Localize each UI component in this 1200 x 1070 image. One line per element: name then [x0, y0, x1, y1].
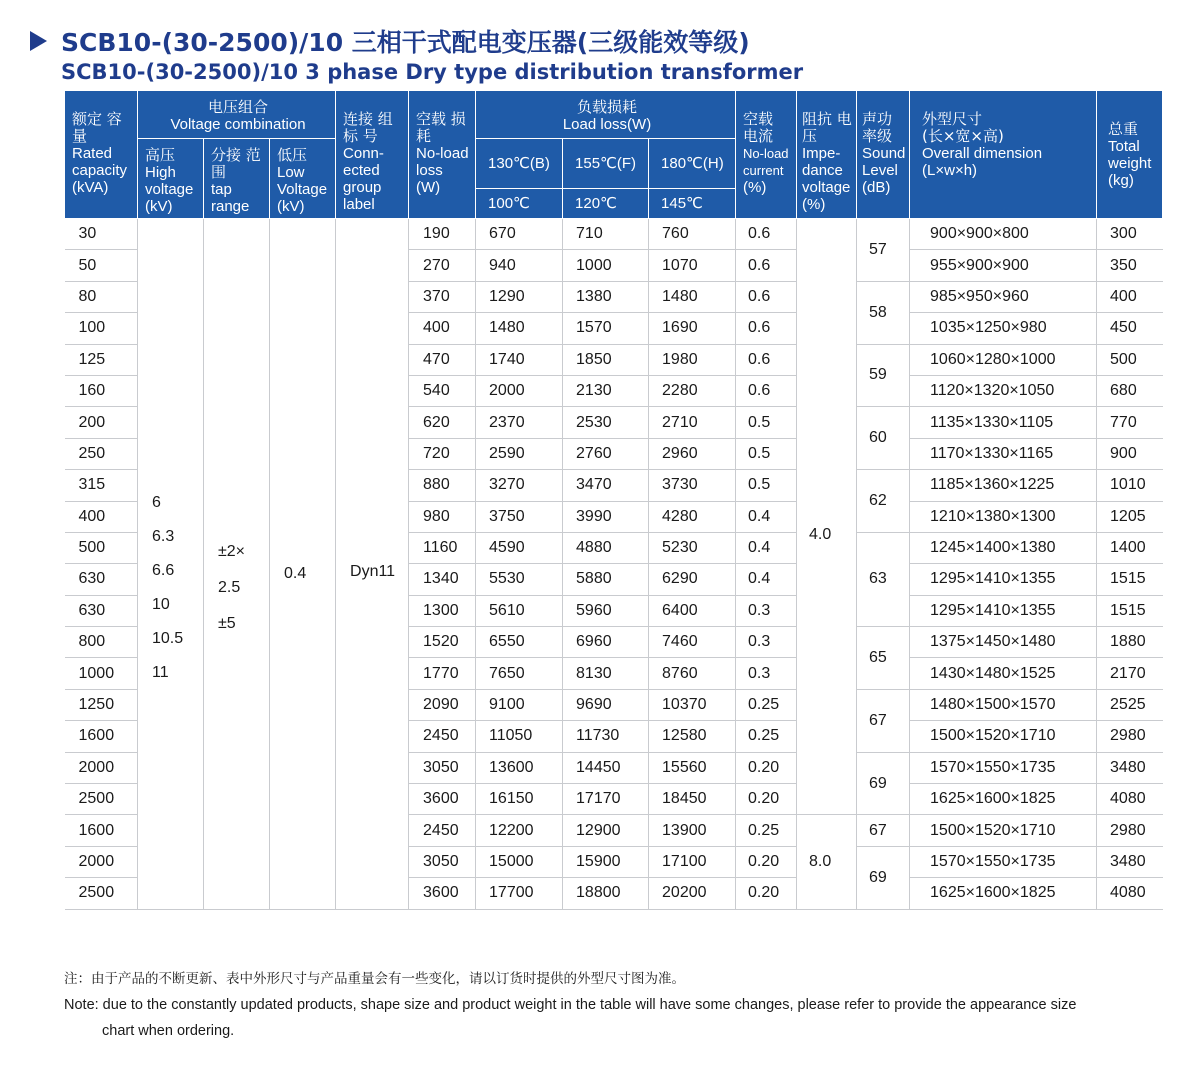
- header-lv-cn: 低压: [277, 146, 308, 164]
- cell-total-weight: 4080: [1097, 878, 1163, 909]
- header-load-loss-cn: 负载损耗: [577, 98, 638, 116]
- triangle-arrow-icon: [30, 31, 47, 51]
- cell-sound-level: 59: [857, 344, 910, 407]
- cell-noload-current: 0.3: [736, 595, 797, 626]
- header-load-loss-155: 155℃(F): [563, 139, 649, 189]
- cell-rated-capacity: 2500: [65, 784, 138, 815]
- cell-load-loss-180: 18450: [649, 784, 736, 815]
- header-dimension-cn1: 外型尺寸: [922, 110, 983, 128]
- cell-load-loss-155: 5880: [563, 564, 649, 595]
- cell-noload-current: 0.5: [736, 407, 797, 438]
- header-noload-current: [736, 91, 797, 219]
- cell-sound-level: 69: [857, 752, 910, 815]
- cell-overall-dimension: 985×950×960: [910, 281, 1097, 312]
- cell-noload-loss: 1770: [409, 658, 476, 689]
- cell-rated-capacity: 250: [65, 438, 138, 469]
- cell-noload-loss: 1160: [409, 532, 476, 563]
- high-voltage-value: 6: [152, 493, 161, 511]
- header-sound-en2: Level: [862, 162, 898, 179]
- cell-total-weight: 1205: [1097, 501, 1163, 532]
- cell-noload-loss: 2450: [409, 721, 476, 752]
- cell-noload-current: 0.20: [736, 784, 797, 815]
- header-impedance-en1: Impe-: [802, 145, 841, 162]
- header-weight-en3: (kg): [1108, 172, 1134, 189]
- cell-load-loss-180: 6400: [649, 595, 736, 626]
- cell-sound-level: 65: [857, 627, 910, 690]
- cell-sound-level: 63: [857, 532, 910, 626]
- cell-total-weight: 3480: [1097, 846, 1163, 877]
- cell-rated-capacity: 160: [65, 375, 138, 406]
- cell-sound-level: 57: [857, 219, 910, 282]
- spec-table: [64, 90, 1163, 910]
- header-load-loss-en: Load loss(W): [562, 116, 652, 133]
- cell-impedance-merged-2: 8.0: [797, 815, 857, 909]
- cell-noload-current: 0.25: [736, 721, 797, 752]
- cell-noload-loss: 1520: [409, 627, 476, 658]
- cell-load-loss-130: 7650: [476, 658, 563, 689]
- cell-load-loss-130: 940: [476, 250, 563, 281]
- cell-load-loss-180: 1690: [649, 313, 736, 344]
- cell-load-loss-155: 14450: [563, 752, 649, 783]
- cell-impedance-merged-1: 4.0: [797, 219, 857, 815]
- header-hv-cn: 高压: [145, 146, 176, 164]
- cell-total-weight: 2980: [1097, 815, 1163, 846]
- cell-noload-loss: 2450: [409, 815, 476, 846]
- cell-rated-capacity: 400: [65, 501, 138, 532]
- header-weight-en1: Total: [1108, 138, 1140, 155]
- cell-noload-loss: 3600: [409, 878, 476, 909]
- high-voltage-value: 10.5: [152, 629, 184, 647]
- cell-load-loss-180: 2960: [649, 438, 736, 469]
- cell-rated-capacity: 1250: [65, 689, 138, 720]
- cell-noload-current: 0.6: [736, 313, 797, 344]
- cell-load-loss-130: 2590: [476, 438, 563, 469]
- cell-noload-loss: 980: [409, 501, 476, 532]
- header-sound-level: [857, 91, 910, 219]
- cell-noload-current: 0.25: [736, 815, 797, 846]
- cell-sound-level: 60: [857, 407, 910, 470]
- cell-overall-dimension: 1570×1550×1735: [910, 752, 1097, 783]
- cell-load-loss-180: 7460: [649, 627, 736, 658]
- cell-noload-loss: 400: [409, 313, 476, 344]
- cell-load-loss-130: 13600: [476, 752, 563, 783]
- cell-load-loss-155: 1000: [563, 250, 649, 281]
- cell-overall-dimension: 1480×1500×1570: [910, 689, 1097, 720]
- cell-total-weight: 3480: [1097, 752, 1163, 783]
- header-low-voltage: [270, 139, 336, 219]
- header-noload-loss-cn: 空载 损耗: [416, 110, 466, 145]
- cell-load-loss-180: 1480: [649, 281, 736, 312]
- cell-load-loss-180: 4280: [649, 501, 736, 532]
- header-noload-current-cn: 空载 电流: [743, 110, 774, 145]
- cell-noload-current: 0.6: [736, 344, 797, 375]
- cell-load-loss-155: 710: [563, 219, 649, 250]
- cell-noload-current: 0.20: [736, 878, 797, 909]
- cell-noload-loss: 190: [409, 219, 476, 250]
- cell-load-loss-155: 18800: [563, 878, 649, 909]
- cell-rated-capacity: 2000: [65, 752, 138, 783]
- cell-noload-loss: 270: [409, 250, 476, 281]
- cell-total-weight: 770: [1097, 407, 1163, 438]
- cell-noload-loss: 3600: [409, 784, 476, 815]
- cell-total-weight: 500: [1097, 344, 1163, 375]
- cell-overall-dimension: 955×900×900: [910, 250, 1097, 281]
- cell-load-loss-180: 2710: [649, 407, 736, 438]
- cell-load-loss-155: 3470: [563, 470, 649, 501]
- header-connected-group: [336, 91, 409, 219]
- notes: [64, 966, 1174, 1044]
- header-noload-loss: [409, 91, 476, 219]
- cell-load-loss-130: 5610: [476, 595, 563, 626]
- cell-load-loss-180: 13900: [649, 815, 736, 846]
- title-cn: SCB10-(30-2500)/10 三相干式配电变压器(三级能效等级): [61, 28, 750, 57]
- note-en-line2: chart when ordering.: [102, 1023, 235, 1039]
- cell-rated-capacity: 80: [65, 281, 138, 312]
- cell-noload-current: 0.5: [736, 470, 797, 501]
- cell-overall-dimension: 900×900×800: [910, 219, 1097, 250]
- header-rated-en3: (kVA): [72, 179, 109, 196]
- header-noload-current-en2: current: [743, 163, 784, 178]
- cell-load-loss-130: 2370: [476, 407, 563, 438]
- cell-load-loss-180: 17100: [649, 846, 736, 877]
- tap-range-value: 2.5: [218, 578, 241, 596]
- cell-rated-capacity: 30: [65, 219, 138, 250]
- header-voltage-combination: [138, 91, 336, 139]
- cell-load-loss-155: 3990: [563, 501, 649, 532]
- cell-total-weight: 300: [1097, 219, 1163, 250]
- cell-noload-loss: 3050: [409, 752, 476, 783]
- header-weight-cn: 总重: [1108, 120, 1139, 138]
- header-lv-en1: Low: [277, 164, 305, 181]
- cell-load-loss-180: 12580: [649, 721, 736, 752]
- header-load-loss-100: 100℃: [476, 189, 563, 219]
- cell-load-loss-155: 4880: [563, 532, 649, 563]
- header-conn-en3: group: [343, 179, 382, 196]
- cell-overall-dimension: 1120×1320×1050: [910, 375, 1097, 406]
- cell-load-loss-155: 1380: [563, 281, 649, 312]
- header-tap-cn: 分接 范围: [211, 146, 261, 181]
- cell-noload-loss: 1300: [409, 595, 476, 626]
- cell-load-loss-155: 5960: [563, 595, 649, 626]
- cell-sound-level: 67: [857, 689, 910, 752]
- cell-load-loss-130: 3750: [476, 501, 563, 532]
- cell-load-loss-130: 2000: [476, 375, 563, 406]
- header-rated-en2: capacity: [72, 162, 128, 179]
- cell-load-loss-155: 6960: [563, 627, 649, 658]
- cell-load-loss-180: 5230: [649, 532, 736, 563]
- cell-rated-capacity: 2000: [65, 846, 138, 877]
- cell-load-loss-180: 3730: [649, 470, 736, 501]
- cell-rated-capacity: 125: [65, 344, 138, 375]
- header-dimension-en1: Overall dimension: [922, 145, 1043, 162]
- cell-load-loss-130: 670: [476, 219, 563, 250]
- cell-total-weight: 1515: [1097, 595, 1163, 626]
- cell-total-weight: 1400: [1097, 532, 1163, 563]
- cell-load-loss-180: 1070: [649, 250, 736, 281]
- cell-total-weight: 4080: [1097, 784, 1163, 815]
- header-conn-en2: ected: [343, 162, 380, 179]
- header-sound-cn: 声功 率级: [862, 110, 893, 145]
- note-cn: 注：由于产品的不断更新、表中外形尺寸与产品重量会有一些变化，请以订货时提供的外型尺寸图为准。: [64, 971, 685, 987]
- cell-overall-dimension: 1060×1280×1000: [910, 344, 1097, 375]
- header-impedance-en4: (%): [802, 196, 826, 213]
- cell-noload-loss: 470: [409, 344, 476, 375]
- cell-overall-dimension: 1185×1360×1225: [910, 470, 1097, 501]
- cell-load-loss-155: 12900: [563, 815, 649, 846]
- cell-load-loss-130: 5530: [476, 564, 563, 595]
- title-block: [30, 24, 803, 86]
- header-impedance-cn: 阻抗 电压: [802, 110, 852, 145]
- header-noload-current-en1: No-load: [743, 146, 789, 161]
- header-voltage-en: Voltage combination: [170, 116, 306, 133]
- cell-total-weight: 2525: [1097, 689, 1163, 720]
- cell-overall-dimension: 1500×1520×1710: [910, 815, 1097, 846]
- cell-load-loss-130: 9100: [476, 689, 563, 720]
- cell-rated-capacity: 630: [65, 595, 138, 626]
- table-body: [65, 219, 1163, 910]
- header-noload-loss-en1: No-load: [416, 145, 469, 162]
- header-hv-en1: High: [145, 164, 176, 181]
- cell-load-loss-180: 1980: [649, 344, 736, 375]
- cell-load-loss-130: 12200: [476, 815, 563, 846]
- cell-noload-current: 0.6: [736, 250, 797, 281]
- header-lv-en2: Voltage: [277, 181, 328, 198]
- cell-load-loss-130: 11050: [476, 721, 563, 752]
- cell-load-loss-130: 16150: [476, 784, 563, 815]
- header-tap-en1: tap: [211, 181, 232, 198]
- cell-noload-current: 0.4: [736, 532, 797, 563]
- header-conn-en1: Conn-: [343, 145, 384, 162]
- header-impedance: [797, 91, 857, 219]
- cell-load-loss-130: 1480: [476, 313, 563, 344]
- cell-noload-current: 0.6: [736, 219, 797, 250]
- cell-load-loss-155: 17170: [563, 784, 649, 815]
- cell-high-voltage-merged: [138, 219, 204, 910]
- cell-overall-dimension: 1245×1400×1380: [910, 532, 1097, 563]
- cell-noload-current: 0.5: [736, 438, 797, 469]
- cell-rated-capacity: 1000: [65, 658, 138, 689]
- cell-noload-current: 0.25: [736, 689, 797, 720]
- header-dimension-en2: (L×w×h): [922, 162, 978, 179]
- cell-connected-group-merged: Dyn11: [336, 219, 409, 910]
- note-en: [64, 992, 1174, 1044]
- cell-rated-capacity: 315: [65, 470, 138, 501]
- cell-overall-dimension: 1210×1380×1300: [910, 501, 1097, 532]
- cell-noload-loss: 880: [409, 470, 476, 501]
- cell-load-loss-180: 15560: [649, 752, 736, 783]
- header-sound-en3: (dB): [862, 179, 891, 196]
- cell-load-loss-180: 2280: [649, 375, 736, 406]
- cell-load-loss-130: 17700: [476, 878, 563, 909]
- cell-total-weight: 1880: [1097, 627, 1163, 658]
- cell-load-loss-180: 6290: [649, 564, 736, 595]
- cell-load-loss-155: 1570: [563, 313, 649, 344]
- header-tap-range: [204, 139, 270, 219]
- cell-sound-level: 58: [857, 281, 910, 344]
- cell-total-weight: 350: [1097, 250, 1163, 281]
- header-load-loss-130: 130℃(B): [476, 139, 563, 189]
- header-tap-en2: range: [211, 198, 250, 215]
- cell-load-loss-180: 20200: [649, 878, 736, 909]
- cell-rated-capacity: 500: [65, 532, 138, 563]
- cell-overall-dimension: 1500×1520×1710: [910, 721, 1097, 752]
- cell-noload-loss: 3050: [409, 846, 476, 877]
- header-noload-loss-en2: loss: [416, 162, 443, 179]
- cell-total-weight: 400: [1097, 281, 1163, 312]
- cell-rated-capacity: 1600: [65, 721, 138, 752]
- high-voltage-value: 6.3: [152, 527, 175, 545]
- cell-rated-capacity: 2500: [65, 878, 138, 909]
- header-sound-en1: Sound: [862, 145, 906, 162]
- cell-load-loss-180: 8760: [649, 658, 736, 689]
- cell-tap-range-merged: [204, 219, 270, 910]
- header-load-loss-120: 120℃: [563, 189, 649, 219]
- cell-noload-current: 0.6: [736, 281, 797, 312]
- cell-rated-capacity: 200: [65, 407, 138, 438]
- header-hv-en2: voltage: [145, 181, 194, 198]
- cell-noload-loss: 540: [409, 375, 476, 406]
- cell-load-loss-130: 3270: [476, 470, 563, 501]
- header-noload-loss-en3: (W): [416, 179, 441, 196]
- cell-overall-dimension: 1625×1600×1825: [910, 784, 1097, 815]
- cell-load-loss-155: 15900: [563, 846, 649, 877]
- header-load-loss-145: 145℃: [649, 189, 736, 219]
- cell-total-weight: 450: [1097, 313, 1163, 344]
- high-voltage-value: 11: [152, 663, 169, 681]
- cell-noload-loss: 1340: [409, 564, 476, 595]
- cell-sound-level: 62: [857, 470, 910, 533]
- cell-overall-dimension: 1375×1450×1480: [910, 627, 1097, 658]
- header-high-voltage: [138, 139, 204, 219]
- header-load-loss-180: 180℃(H): [649, 139, 736, 189]
- cell-rated-capacity: 800: [65, 627, 138, 658]
- header-total-weight: [1097, 91, 1163, 219]
- header-rated-en1: Rated: [72, 145, 113, 162]
- cell-overall-dimension: 1295×1410×1355: [910, 595, 1097, 626]
- cell-total-weight: 900: [1097, 438, 1163, 469]
- cell-load-loss-155: 2530: [563, 407, 649, 438]
- cell-noload-current: 0.3: [736, 658, 797, 689]
- header-load-loss: [476, 91, 736, 139]
- tap-range-value: ±2×: [218, 542, 246, 560]
- tap-range-value: ±5: [218, 614, 236, 632]
- cell-low-voltage-merged: 0.4: [270, 219, 336, 910]
- cell-noload-current: 0.6: [736, 375, 797, 406]
- cell-rated-capacity: 630: [65, 564, 138, 595]
- cell-sound-level: 67: [857, 815, 910, 846]
- cell-overall-dimension: 1625×1600×1825: [910, 878, 1097, 909]
- cell-total-weight: 680: [1097, 375, 1163, 406]
- header-rated-cn: 额定 容量: [72, 110, 122, 145]
- cell-noload-current: 0.20: [736, 752, 797, 783]
- header-hv-en3: (kV): [145, 198, 173, 215]
- cell-total-weight: 1515: [1097, 564, 1163, 595]
- cell-noload-loss: 370: [409, 281, 476, 312]
- cell-total-weight: 2980: [1097, 721, 1163, 752]
- cell-load-loss-155: 9690: [563, 689, 649, 720]
- high-voltage-value: 10: [152, 595, 170, 613]
- cell-noload-current: 0.3: [736, 627, 797, 658]
- cell-overall-dimension: 1430×1480×1525: [910, 658, 1097, 689]
- cell-noload-loss: 620: [409, 407, 476, 438]
- cell-total-weight: 1010: [1097, 470, 1163, 501]
- cell-load-loss-155: 1850: [563, 344, 649, 375]
- cell-load-loss-180: 10370: [649, 689, 736, 720]
- header-dimension-cn2: (长×宽×高): [922, 127, 1004, 145]
- cell-noload-current: 0.20: [736, 846, 797, 877]
- cell-load-loss-155: 2760: [563, 438, 649, 469]
- note-en-line1: Note: due to the constantly updated products, shape size and product weight in the table will have some changes, please refer to provide the appearance size: [64, 997, 1077, 1013]
- header-overall-dimension: [910, 91, 1097, 219]
- cell-overall-dimension: 1570×1550×1735: [910, 846, 1097, 877]
- title-en: SCB10-(30-2500)/10 3 phase Dry type distribution transformer: [61, 60, 804, 84]
- header-noload-current-en3: (%): [743, 179, 767, 196]
- cell-load-loss-180: 760: [649, 219, 736, 250]
- header-voltage-cn: 电压组合: [208, 98, 269, 116]
- cell-load-loss-130: 1290: [476, 281, 563, 312]
- cell-overall-dimension: 1170×1330×1165: [910, 438, 1097, 469]
- cell-load-loss-130: 15000: [476, 846, 563, 877]
- cell-load-loss-130: 1740: [476, 344, 563, 375]
- cell-load-loss-155: 2130: [563, 375, 649, 406]
- header-rated-capacity: [65, 91, 138, 219]
- cell-overall-dimension: 1035×1250×980: [910, 313, 1097, 344]
- table-row: [65, 219, 1163, 250]
- cell-total-weight: 2170: [1097, 658, 1163, 689]
- cell-load-loss-130: 6550: [476, 627, 563, 658]
- cell-load-loss-155: 8130: [563, 658, 649, 689]
- header-impedance-en2: dance: [802, 162, 843, 179]
- cell-noload-current: 0.4: [736, 501, 797, 532]
- header-lv-en3: (kV): [277, 198, 305, 215]
- cell-rated-capacity: 1600: [65, 815, 138, 846]
- header-weight-en2: weight: [1108, 155, 1152, 172]
- cell-rated-capacity: 50: [65, 250, 138, 281]
- cell-overall-dimension: 1295×1410×1355: [910, 564, 1097, 595]
- high-voltage-value: 6.6: [152, 561, 175, 579]
- cell-load-loss-155: 11730: [563, 721, 649, 752]
- header-conn-cn: 连接 组标 号: [343, 110, 393, 145]
- cell-load-loss-130: 4590: [476, 532, 563, 563]
- title-cn-row: [30, 24, 803, 58]
- cell-rated-capacity: 100: [65, 313, 138, 344]
- cell-noload-loss: 720: [409, 438, 476, 469]
- cell-noload-current: 0.4: [736, 564, 797, 595]
- cell-overall-dimension: 1135×1330×1105: [910, 407, 1097, 438]
- header-conn-en4: label: [343, 196, 375, 213]
- cell-noload-loss: 2090: [409, 689, 476, 720]
- cell-sound-level: 69: [857, 846, 910, 909]
- header-impedance-en3: voltage: [802, 179, 851, 196]
